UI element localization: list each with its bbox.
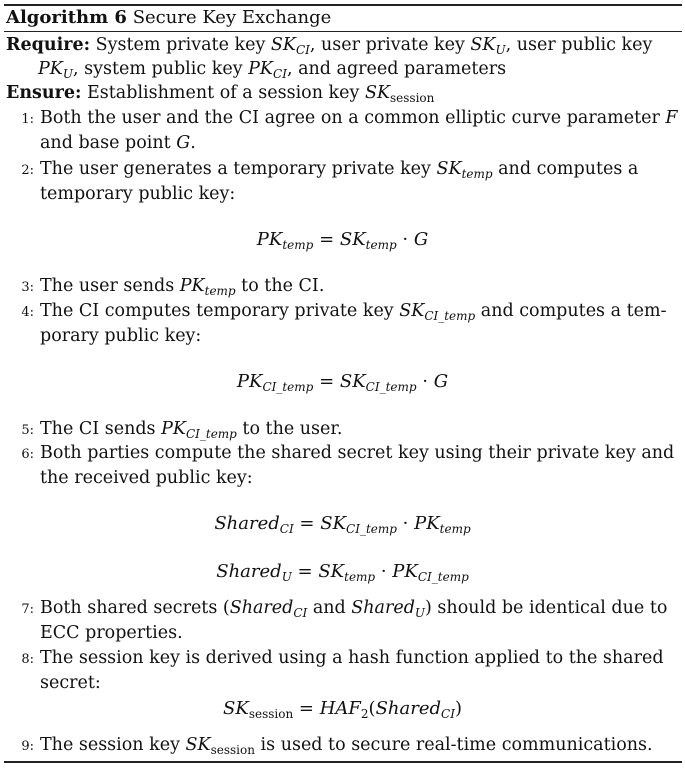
step-number: 6: <box>21 447 34 462</box>
step-4-line-2: porary public key: <box>40 326 202 346</box>
ensure-keyword: Ensure: <box>6 83 82 103</box>
step-8-line-1: 8: The session key is derived using a hash function applied to the shared <box>6 646 664 672</box>
step-3-line-1: 3: The user sends $PK_{temp}$ to the CI. <box>6 274 324 300</box>
step-number: 7: <box>21 602 34 617</box>
require-line-1: Require: System private key $SK_{CI}$, user private key $SK_U$, user public key <box>6 35 653 57</box>
step-6-line-2: the received public key: <box>40 468 253 488</box>
algorithm-label: Algorithm 6 <box>6 7 127 28</box>
bottom-rule <box>4 761 682 763</box>
step-2-line-2: temporary public key: <box>40 184 236 204</box>
step-4-line-1: 4: The CI computes temporary private key $SK_{CI\_temp}$ and computes a tem- <box>6 299 666 325</box>
step-8-line-2: secret: <box>40 673 101 693</box>
step-6-line-1: 6: Both parties compute the shared secret key using their private key and <box>6 441 674 467</box>
step-1-line-2: and base point G. <box>40 133 196 153</box>
equation-3: Shared$_{CI}$ = $SK_{CI\_temp} \cdot PK_{temp}$ <box>214 513 471 536</box>
step-9-line-1: 9: The session key $SK_{session}$ is used to secure real-time communications. <box>6 733 653 759</box>
step-7-line-1: 7: Both shared secrets (Shared$_{CI}$ and Shared$_U$) should be identical due to <box>6 596 667 622</box>
equation-2: $PK_{CI\_temp} = SK_{CI\_temp} \cdot G$ <box>236 371 449 394</box>
equation-5: $SK_{session}$ = $HAF_2(Shared_{CI})$ <box>223 698 462 721</box>
step-5-line-1: 5: The CI sends $PK_{CI\_temp}$ to the user. <box>6 417 342 443</box>
algorithm-header <box>6 6 331 30</box>
step-1-line-1: 1: Both the user and the CI agree on a common elliptic curve parameter F <box>6 106 678 132</box>
equation-1: $PK_{temp} = SK_{temp} \cdot G$ <box>256 229 429 252</box>
require-keyword: Require: <box>6 35 91 55</box>
step-number: 1: <box>21 112 34 127</box>
step-number: 2: <box>21 163 34 178</box>
step-7-line-2: ECC properties. <box>40 623 183 643</box>
step-2-line-1: 2: The user generates a temporary private key $SK_{temp}$ and computes a <box>6 157 638 183</box>
algorithm-title: Secure Key Exchange <box>132 7 332 28</box>
equation-4: Shared$_U$ = $SK_{temp} \cdot PK_{CI\_temp}$ <box>216 561 469 584</box>
step-number: 3: <box>21 280 34 295</box>
ensure-line: Ensure: Establishment of a session key $SK_{session}$ <box>6 83 435 105</box>
step-number: 8: <box>21 652 34 667</box>
step-number: 4: <box>21 305 34 320</box>
header-rule <box>4 31 682 32</box>
step-number: 5: <box>21 423 34 438</box>
require-line-2: $PK_U$, system public key $PK_{CI}$, and agreed parameters <box>38 59 507 81</box>
step-number: 9: <box>21 739 34 754</box>
